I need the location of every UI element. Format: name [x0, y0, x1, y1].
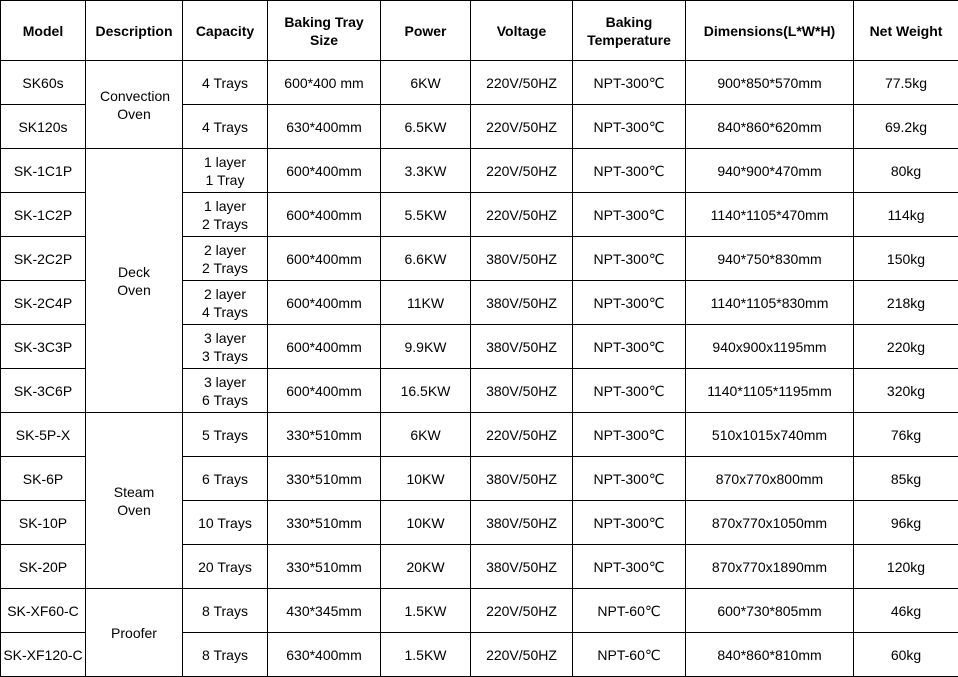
temperature-cell: NPT-300℃ [573, 545, 686, 589]
capacity-line: 2 layer [185, 285, 265, 303]
power-cell: 6.6KW [381, 237, 471, 281]
capacity-cell [183, 633, 268, 677]
capacity-cell [183, 501, 268, 545]
net-weight-cell: 120kg [854, 545, 958, 589]
model-cell: SK-2C2P [1, 237, 86, 281]
capacity-cell [183, 545, 268, 589]
power-cell: 1.5KW [381, 633, 471, 677]
power-cell: 11KW [381, 281, 471, 325]
dimensions-cell: 870x770x800mm [686, 457, 854, 501]
voltage-cell: 220V/50HZ [471, 633, 573, 677]
model-cell: SK-5P-X [1, 413, 86, 457]
capacity-line: 1 layer [185, 197, 265, 215]
dimensions-cell: 940x900x1195mm [686, 325, 854, 369]
dimensions-cell: 940*900*470mm [686, 149, 854, 193]
tray-size-cell: 330*510mm [268, 501, 381, 545]
net-weight-cell: 96kg [854, 501, 958, 545]
header-voltage: Voltage [471, 1, 573, 61]
capacity-line: 2 Trays [185, 215, 265, 233]
net-weight-cell: 80kg [854, 149, 958, 193]
dimensions-cell: 1140*1105*830mm [686, 281, 854, 325]
tray-size-cell: 600*400mm [268, 281, 381, 325]
capacity-cell [183, 589, 268, 633]
tray-size-cell: 630*400mm [268, 105, 381, 149]
temperature-cell: NPT-300℃ [573, 61, 686, 105]
description-cell: Convection Oven [86, 61, 183, 149]
model-cell: SK-1C2P [1, 193, 86, 237]
model-cell: SK-3C3P [1, 325, 86, 369]
net-weight-cell: 60kg [854, 633, 958, 677]
power-cell: 5.5KW [381, 193, 471, 237]
voltage-cell: 220V/50HZ [471, 105, 573, 149]
header-capacity: Capacity [183, 1, 268, 61]
tray-size-cell: 330*510mm [268, 413, 381, 457]
tray-size-cell: 600*400mm [268, 193, 381, 237]
power-cell: 20KW [381, 545, 471, 589]
power-cell: 6KW [381, 61, 471, 105]
capacity-line: 2 Trays [185, 259, 265, 277]
capacity-line: 3 Trays [185, 347, 265, 365]
table-row [1, 61, 958, 105]
net-weight-cell: 69.2kg [854, 105, 958, 149]
model-cell: SK-XF60-C [1, 589, 86, 633]
header-dimensions: Dimensions(L*W*H) [686, 1, 854, 61]
tray-size-cell: 600*400mm [268, 149, 381, 193]
net-weight-cell: 218kg [854, 281, 958, 325]
header-temperature: Baking Temperature [573, 1, 686, 61]
net-weight-cell: 320kg [854, 369, 958, 413]
voltage-cell: 220V/50HZ [471, 149, 573, 193]
capacity-line: 4 Trays [185, 118, 265, 136]
capacity-cell [183, 193, 268, 237]
temperature-cell: NPT-300℃ [573, 105, 686, 149]
model-cell: SK-3C6P [1, 369, 86, 413]
tray-size-cell: 600*400 mm [268, 61, 381, 105]
capacity-cell [183, 281, 268, 325]
capacity-line: 6 Trays [185, 470, 265, 488]
temperature-cell: NPT-300℃ [573, 237, 686, 281]
dimensions-cell: 1140*1105*470mm [686, 193, 854, 237]
model-cell: SK-20P [1, 545, 86, 589]
net-weight-cell: 46kg [854, 589, 958, 633]
dimensions-cell: 510x1015x740mm [686, 413, 854, 457]
capacity-line: 5 Trays [185, 426, 265, 444]
voltage-cell: 380V/50HZ [471, 457, 573, 501]
header-net-weight: Net Weight [854, 1, 958, 61]
tray-size-cell: 630*400mm [268, 633, 381, 677]
temperature-cell: NPT-300℃ [573, 149, 686, 193]
net-weight-cell: 150kg [854, 237, 958, 281]
capacity-cell [183, 61, 268, 105]
capacity-cell [183, 149, 268, 193]
capacity-line: 1 Tray [185, 171, 265, 189]
header-model: Model [1, 1, 86, 61]
dimensions-cell: 870x770x1890mm [686, 545, 854, 589]
model-cell: SK-6P [1, 457, 86, 501]
dimensions-cell: 840*860*810mm [686, 633, 854, 677]
capacity-cell [183, 105, 268, 149]
dimensions-cell: 940*750*830mm [686, 237, 854, 281]
capacity-line: 1 layer [185, 153, 265, 171]
dimensions-cell: 900*850*570mm [686, 61, 854, 105]
table-row [1, 149, 958, 193]
capacity-line: 10 Trays [185, 514, 265, 532]
net-weight-cell: 220kg [854, 325, 958, 369]
description-cell: Steam Oven [86, 413, 183, 589]
voltage-cell: 380V/50HZ [471, 369, 573, 413]
voltage-cell: 220V/50HZ [471, 589, 573, 633]
capacity-line: 4 Trays [185, 74, 265, 92]
power-cell: 6KW [381, 413, 471, 457]
capacity-line: 20 Trays [185, 558, 265, 576]
header-row [1, 1, 958, 61]
table-row [1, 413, 958, 457]
temperature-cell: NPT-300℃ [573, 325, 686, 369]
capacity-line: 8 Trays [185, 646, 265, 664]
tray-size-cell: 330*510mm [268, 457, 381, 501]
description-cell: Deck Oven [86, 149, 183, 413]
tray-size-cell: 330*510mm [268, 545, 381, 589]
power-cell: 10KW [381, 501, 471, 545]
tray-size-cell: 430*345mm [268, 589, 381, 633]
power-cell: 9.9KW [381, 325, 471, 369]
capacity-cell [183, 237, 268, 281]
header-tray-size: Baking Tray Size [268, 1, 381, 61]
tray-size-cell: 600*400mm [268, 369, 381, 413]
header-description: Description [86, 1, 183, 61]
capacity-cell [183, 369, 268, 413]
power-cell: 1.5KW [381, 589, 471, 633]
capacity-line: 2 layer [185, 241, 265, 259]
voltage-cell: 380V/50HZ [471, 545, 573, 589]
voltage-cell: 380V/50HZ [471, 325, 573, 369]
capacity-line: 4 Trays [185, 303, 265, 321]
temperature-cell: NPT-60℃ [573, 589, 686, 633]
temperature-cell: NPT-300℃ [573, 369, 686, 413]
voltage-cell: 220V/50HZ [471, 193, 573, 237]
capacity-cell [183, 413, 268, 457]
dimensions-cell: 600*730*805mm [686, 589, 854, 633]
capacity-line: 6 Trays [185, 391, 265, 409]
tray-size-cell: 600*400mm [268, 325, 381, 369]
power-cell: 6.5KW [381, 105, 471, 149]
dimensions-cell: 1140*1105*1195mm [686, 369, 854, 413]
description-cell: Proofer [86, 589, 183, 677]
table-row [1, 589, 958, 633]
temperature-cell: NPT-300℃ [573, 413, 686, 457]
temperature-cell: NPT-300℃ [573, 501, 686, 545]
net-weight-cell: 85kg [854, 457, 958, 501]
net-weight-cell: 114kg [854, 193, 958, 237]
tray-size-cell: 600*400mm [268, 237, 381, 281]
temperature-cell: NPT-300℃ [573, 457, 686, 501]
temperature-cell: NPT-300℃ [573, 193, 686, 237]
voltage-cell: 380V/50HZ [471, 501, 573, 545]
voltage-cell: 380V/50HZ [471, 281, 573, 325]
model-cell: SK-10P [1, 501, 86, 545]
model-cell: SK60s [1, 61, 86, 105]
header-power: Power [381, 1, 471, 61]
voltage-cell: 380V/50HZ [471, 237, 573, 281]
model-cell: SK-2C4P [1, 281, 86, 325]
capacity-line: 8 Trays [185, 602, 265, 620]
capacity-line: 3 layer [185, 329, 265, 347]
model-cell: SK-1C1P [1, 149, 86, 193]
capacity-cell [183, 325, 268, 369]
dimensions-cell: 840*860*620mm [686, 105, 854, 149]
voltage-cell: 220V/50HZ [471, 61, 573, 105]
power-cell: 10KW [381, 457, 471, 501]
power-cell: 16.5KW [381, 369, 471, 413]
dimensions-cell: 870x770x1050mm [686, 501, 854, 545]
model-cell: SK120s [1, 105, 86, 149]
temperature-cell: NPT-300℃ [573, 281, 686, 325]
table-body [1, 61, 958, 677]
voltage-cell: 220V/50HZ [471, 413, 573, 457]
model-cell: SK-XF120-C [1, 633, 86, 677]
temperature-cell: NPT-60℃ [573, 633, 686, 677]
net-weight-cell: 76kg [854, 413, 958, 457]
power-cell: 3.3KW [381, 149, 471, 193]
capacity-line: 3 layer [185, 373, 265, 391]
net-weight-cell: 77.5kg [854, 61, 958, 105]
capacity-cell [183, 457, 268, 501]
